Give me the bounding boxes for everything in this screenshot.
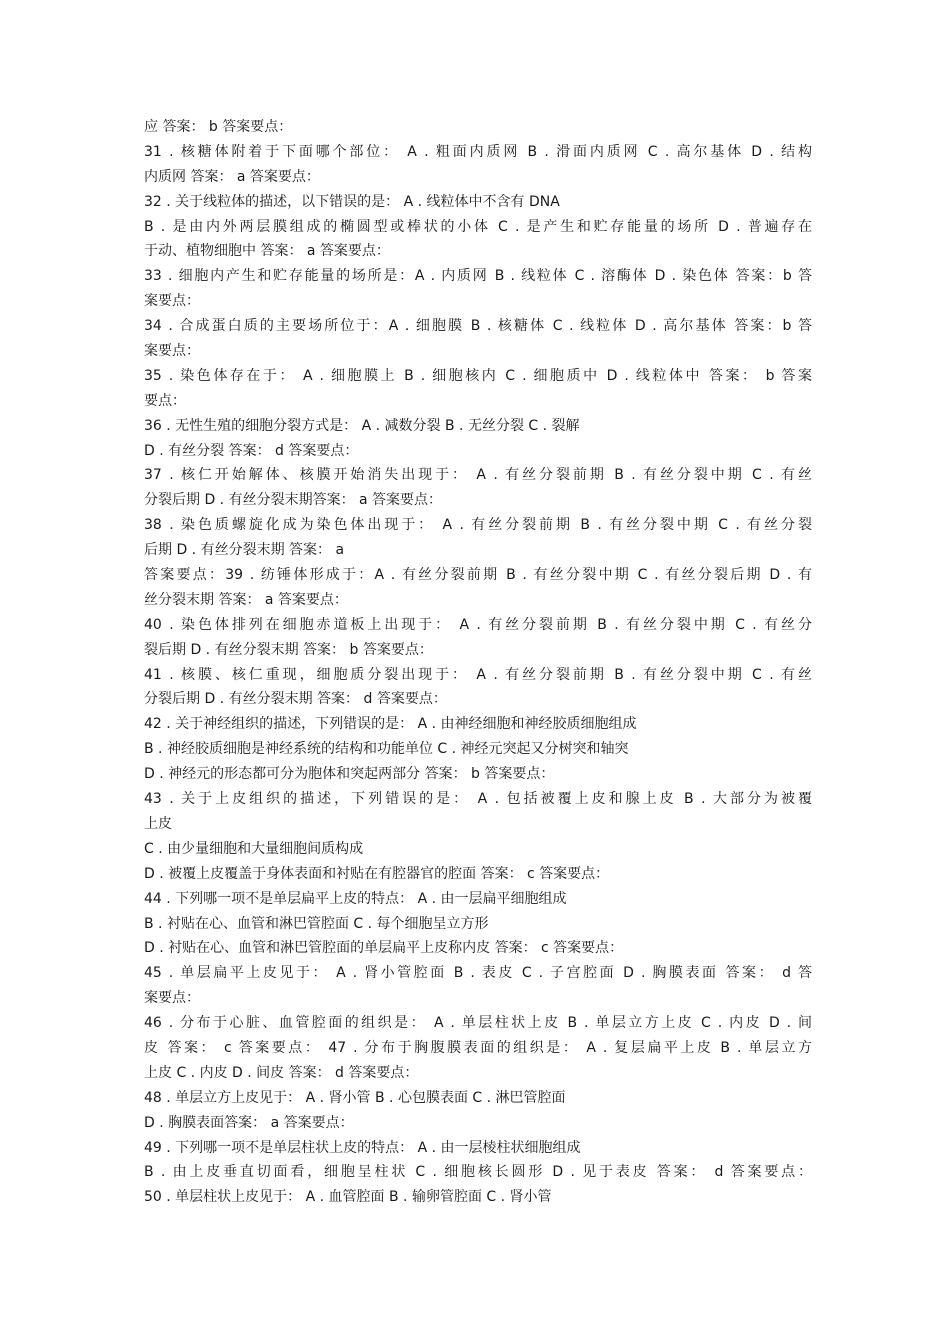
document-body bbox=[144, 115, 812, 1210]
text-line: 上皮 bbox=[144, 815, 172, 832]
text-line: 分裂后期 D . 有丝分裂末期答案： a 答案要点： bbox=[144, 492, 443, 509]
text-line: 46 . 分布于心脏、血管腔面的组织是： A . 单层柱状上皮 B . 单层立方上皮 C . 内皮 D . 间 bbox=[144, 1015, 812, 1032]
text-line: D . 有丝分裂 答案： d 答案要点： bbox=[144, 442, 359, 459]
text-line: D . 衬贴在心、血管和淋巴管腔面的单层扁平上皮称内皮 答案： c 答案要点： bbox=[144, 940, 624, 957]
text-line: 44 . 下列哪一项不是单层扁平上皮的特点： A . 由一层扁平细胞组成 bbox=[144, 890, 567, 907]
text-line: 43 . 关于上皮组织的描述，下列错误的是： A . 包括被覆上皮和腺上皮 B . 大部分为被覆 bbox=[144, 791, 812, 808]
text-line: 于动、植物细胞中 答案： a 答案要点： bbox=[144, 243, 390, 260]
text-line: 37 . 核仁开始解体、核膜开始消失出现于： A . 有丝分裂前期 B . 有丝分裂中期 C . 有丝 bbox=[144, 467, 812, 484]
text-line: 皮 答案： c 答案要点： 47 . 分布于胸腹膜表面的组织是： A . 复层扁平上皮 B . 单层立方 bbox=[144, 1039, 812, 1056]
text-line: 应 答案： b 答案要点： bbox=[144, 119, 293, 135]
text-line: 38 . 染色质螺旋化成为染色体出现于： A . 有丝分裂前期 B . 有丝分裂中期 C . 有丝分裂 bbox=[144, 517, 812, 534]
text-line: 48 . 单层立方上皮见于： A . 肾小管 B . 心包膜表面 C . 淋巴管腔面 bbox=[144, 1089, 566, 1106]
text-line: 34 . 合成蛋白质的主要场所位于：A . 细胞膜 B . 核糖体 C . 线粒体 D . 高尔基体 答案：b 答 bbox=[144, 318, 812, 335]
text-line: B . 神经胶质细胞是神经系统的结构和功能单位 C . 神经元突起又分树突和轴突 bbox=[144, 741, 629, 758]
text-line: 要点： bbox=[144, 392, 186, 409]
text-line: 41 . 核膜、核仁重现，细胞质分裂出现于： A . 有丝分裂前期 B . 有丝分裂中期 C . 有丝 bbox=[144, 666, 812, 683]
text-line: 31 . 核糖体附着于下面哪个部位： A . 粗面内质网 B . 滑面内质网 C . 高尔基体 D . 结构 bbox=[144, 143, 812, 160]
text-line: 40 . 染色体排列在细胞赤道板上出现于： A . 有丝分裂前期 B . 有丝分裂中期 C . 有丝分 bbox=[144, 616, 812, 633]
text-line: 裂后期 D . 有丝分裂末期 答案： b 答案要点： bbox=[144, 641, 433, 658]
text-line: B . 是由内外两层膜组成的椭圆型或棒状的小体 C . 是产生和贮存能量的场所 D . 普遍存在 bbox=[144, 218, 812, 235]
text-line: 35 . 染色体存在于： A . 细胞膜上 B . 细胞核内 C . 细胞质中 D . 线粒体中 答案： b 答案 bbox=[144, 367, 812, 384]
text-line: 45 . 单层扁平上皮见于： A . 肾小管腔面 B . 表皮 C . 子宫腔面 D . 胸膜表面 答案： d 答 bbox=[144, 965, 812, 982]
text-line: 49 . 下列哪一项不是单层柱状上皮的特点： A . 由一层棱柱状细胞组成 bbox=[144, 1139, 581, 1156]
text-line: D . 被覆上皮覆盖于身体表面和衬贴在有腔器官的腔面 答案： c 答案要点： bbox=[144, 865, 610, 882]
text-line: B . 由上皮垂直切面看，细胞呈柱状 C . 细胞核长圆形 D . 见于表皮 答案： d 答案要点： bbox=[144, 1164, 812, 1181]
text-line: 丝分裂末期 答案： a 答案要点： bbox=[144, 591, 348, 608]
text-line: 分裂后期 D . 有丝分裂末期 答案： d 答案要点： bbox=[144, 691, 447, 708]
text-line: 33 . 细胞内产生和贮存能量的场所是：A . 内质网 B . 线粒体 C . 溶酶体 D . 染色体 答案：b 答 bbox=[144, 268, 812, 285]
text-line: 答案要点：39 . 纺锤体形成于：A . 有丝分裂前期 B . 有丝分裂中期 C . 有丝分裂后期 D . 有 bbox=[144, 567, 812, 584]
text-line: 案要点： bbox=[144, 990, 200, 1007]
text-line: C . 由少量细胞和大量细胞间质构成 bbox=[144, 840, 364, 857]
text-line: 36 . 无性生殖的细胞分裂方式是： A . 减数分裂 B . 无丝分裂 C . 裂解 bbox=[144, 417, 580, 434]
text-line: 上皮 C . 内皮 D . 间皮 答案： d 答案要点： bbox=[144, 1064, 419, 1081]
text-line: B . 衬贴在心、血管和淋巴管腔面 C . 每个细胞呈立方形 bbox=[144, 915, 489, 932]
text-line: 42 . 关于神经组织的描述，下列错误的是： A . 由神经细胞和神经胶质细胞组成 bbox=[144, 716, 637, 733]
text-line: 后期 D . 有丝分裂末期 答案： a bbox=[144, 542, 345, 559]
text-line: 案要点： bbox=[144, 293, 200, 310]
text-line: 32 . 关于线粒体的描述，以下错误的是： A . 线粒体中不含有 DNA bbox=[144, 193, 560, 210]
text-line: 内质网 答案： a 答案要点： bbox=[144, 168, 320, 185]
text-line: D . 胸膜表面答案： a 答案要点： bbox=[144, 1114, 354, 1131]
text-line: 50 . 单层柱状上皮见于： A . 血管腔面 B . 输卵管腔面 C . 肾小管 bbox=[144, 1189, 552, 1206]
text-line: D . 神经元的形态都可分为胞体和突起两部分 答案： b 答案要点： bbox=[144, 766, 555, 783]
text-line: 案要点： bbox=[144, 343, 200, 360]
